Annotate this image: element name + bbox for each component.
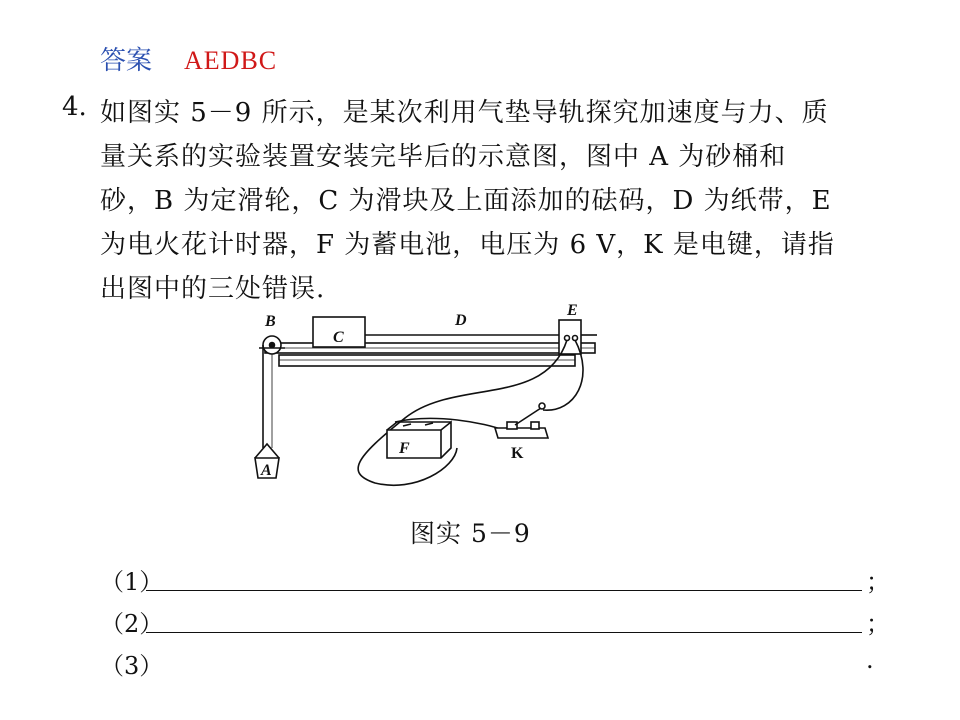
track-base [279, 355, 575, 366]
label-f: F [399, 440, 410, 457]
blank-punct-1: ； [866, 568, 890, 596]
question-line-4: 为电火花计时器，F 为蓄电池，电压为 6 V，K 是电键，请指 [100, 230, 835, 260]
blank-punct-3: . [866, 646, 874, 674]
question-line-2: 量关系的实验装置安装完毕后的示意图，图中 A 为砂桶和 [100, 142, 787, 172]
answer-blank-1[interactable] [146, 590, 862, 591]
answer-label: 答案 [100, 46, 153, 76]
label-k: K [511, 445, 524, 462]
question-line-5: 出图中的三处错误. [100, 274, 326, 304]
answer-blank-2[interactable] [146, 632, 862, 633]
blank-label-2: （2） [100, 610, 164, 638]
experiment-diagram [245, 298, 605, 498]
label-c: C [333, 329, 344, 346]
answer-line [100, 40, 277, 77]
figure-caption: 图实 5－9 [410, 519, 531, 548]
answer-value: AEDBC [184, 46, 278, 75]
blank-punct-2: ； [866, 610, 890, 638]
blank-label-3: （3） [100, 652, 164, 680]
label-d: D [455, 312, 467, 329]
label-e: E [567, 302, 578, 319]
label-b: B [265, 313, 276, 330]
blank-label-1: （1） [100, 568, 164, 596]
question-line-1: 如图实 5－9 所示，是某次利用气垫导轨探究加速度与力、质 [100, 98, 829, 128]
switch-k [495, 428, 548, 438]
label-a: A [261, 462, 272, 479]
question-line-3: 砂，B 为定滑轮，C 为滑块及上面添加的砝码，D 为纸带，E [100, 186, 832, 216]
question-number: 4. [62, 92, 87, 122]
